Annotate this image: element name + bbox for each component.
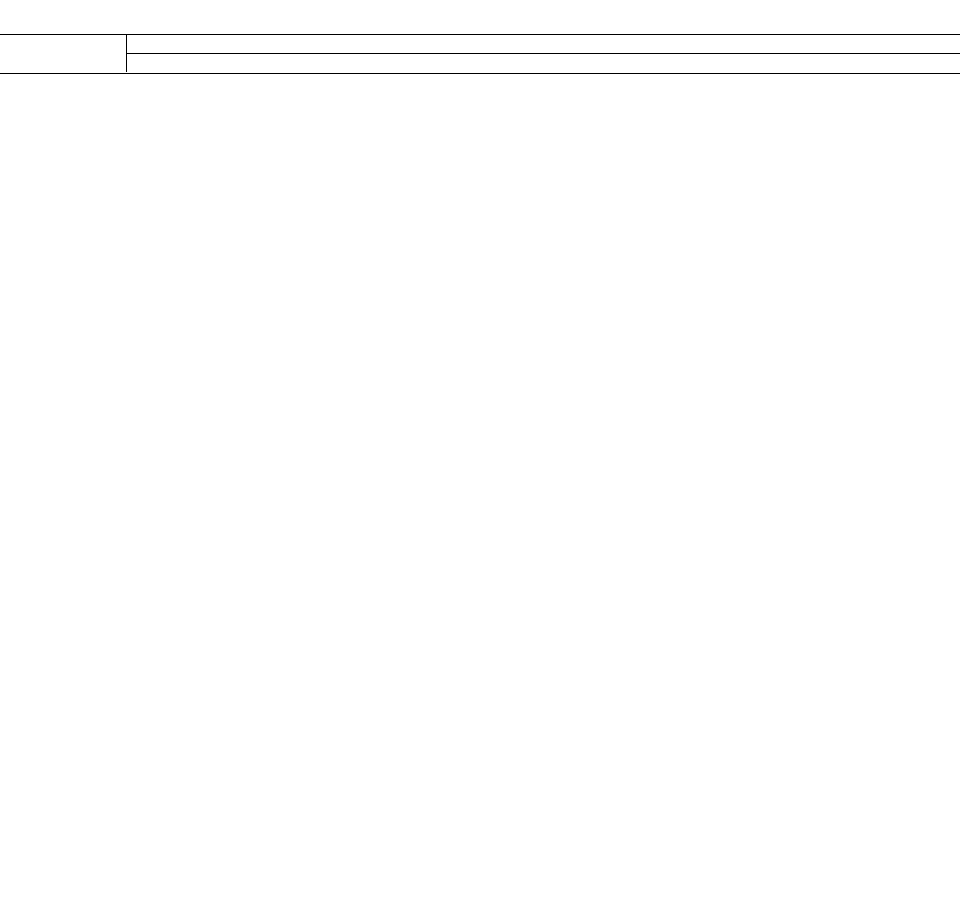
table-header xyxy=(0,34,960,74)
